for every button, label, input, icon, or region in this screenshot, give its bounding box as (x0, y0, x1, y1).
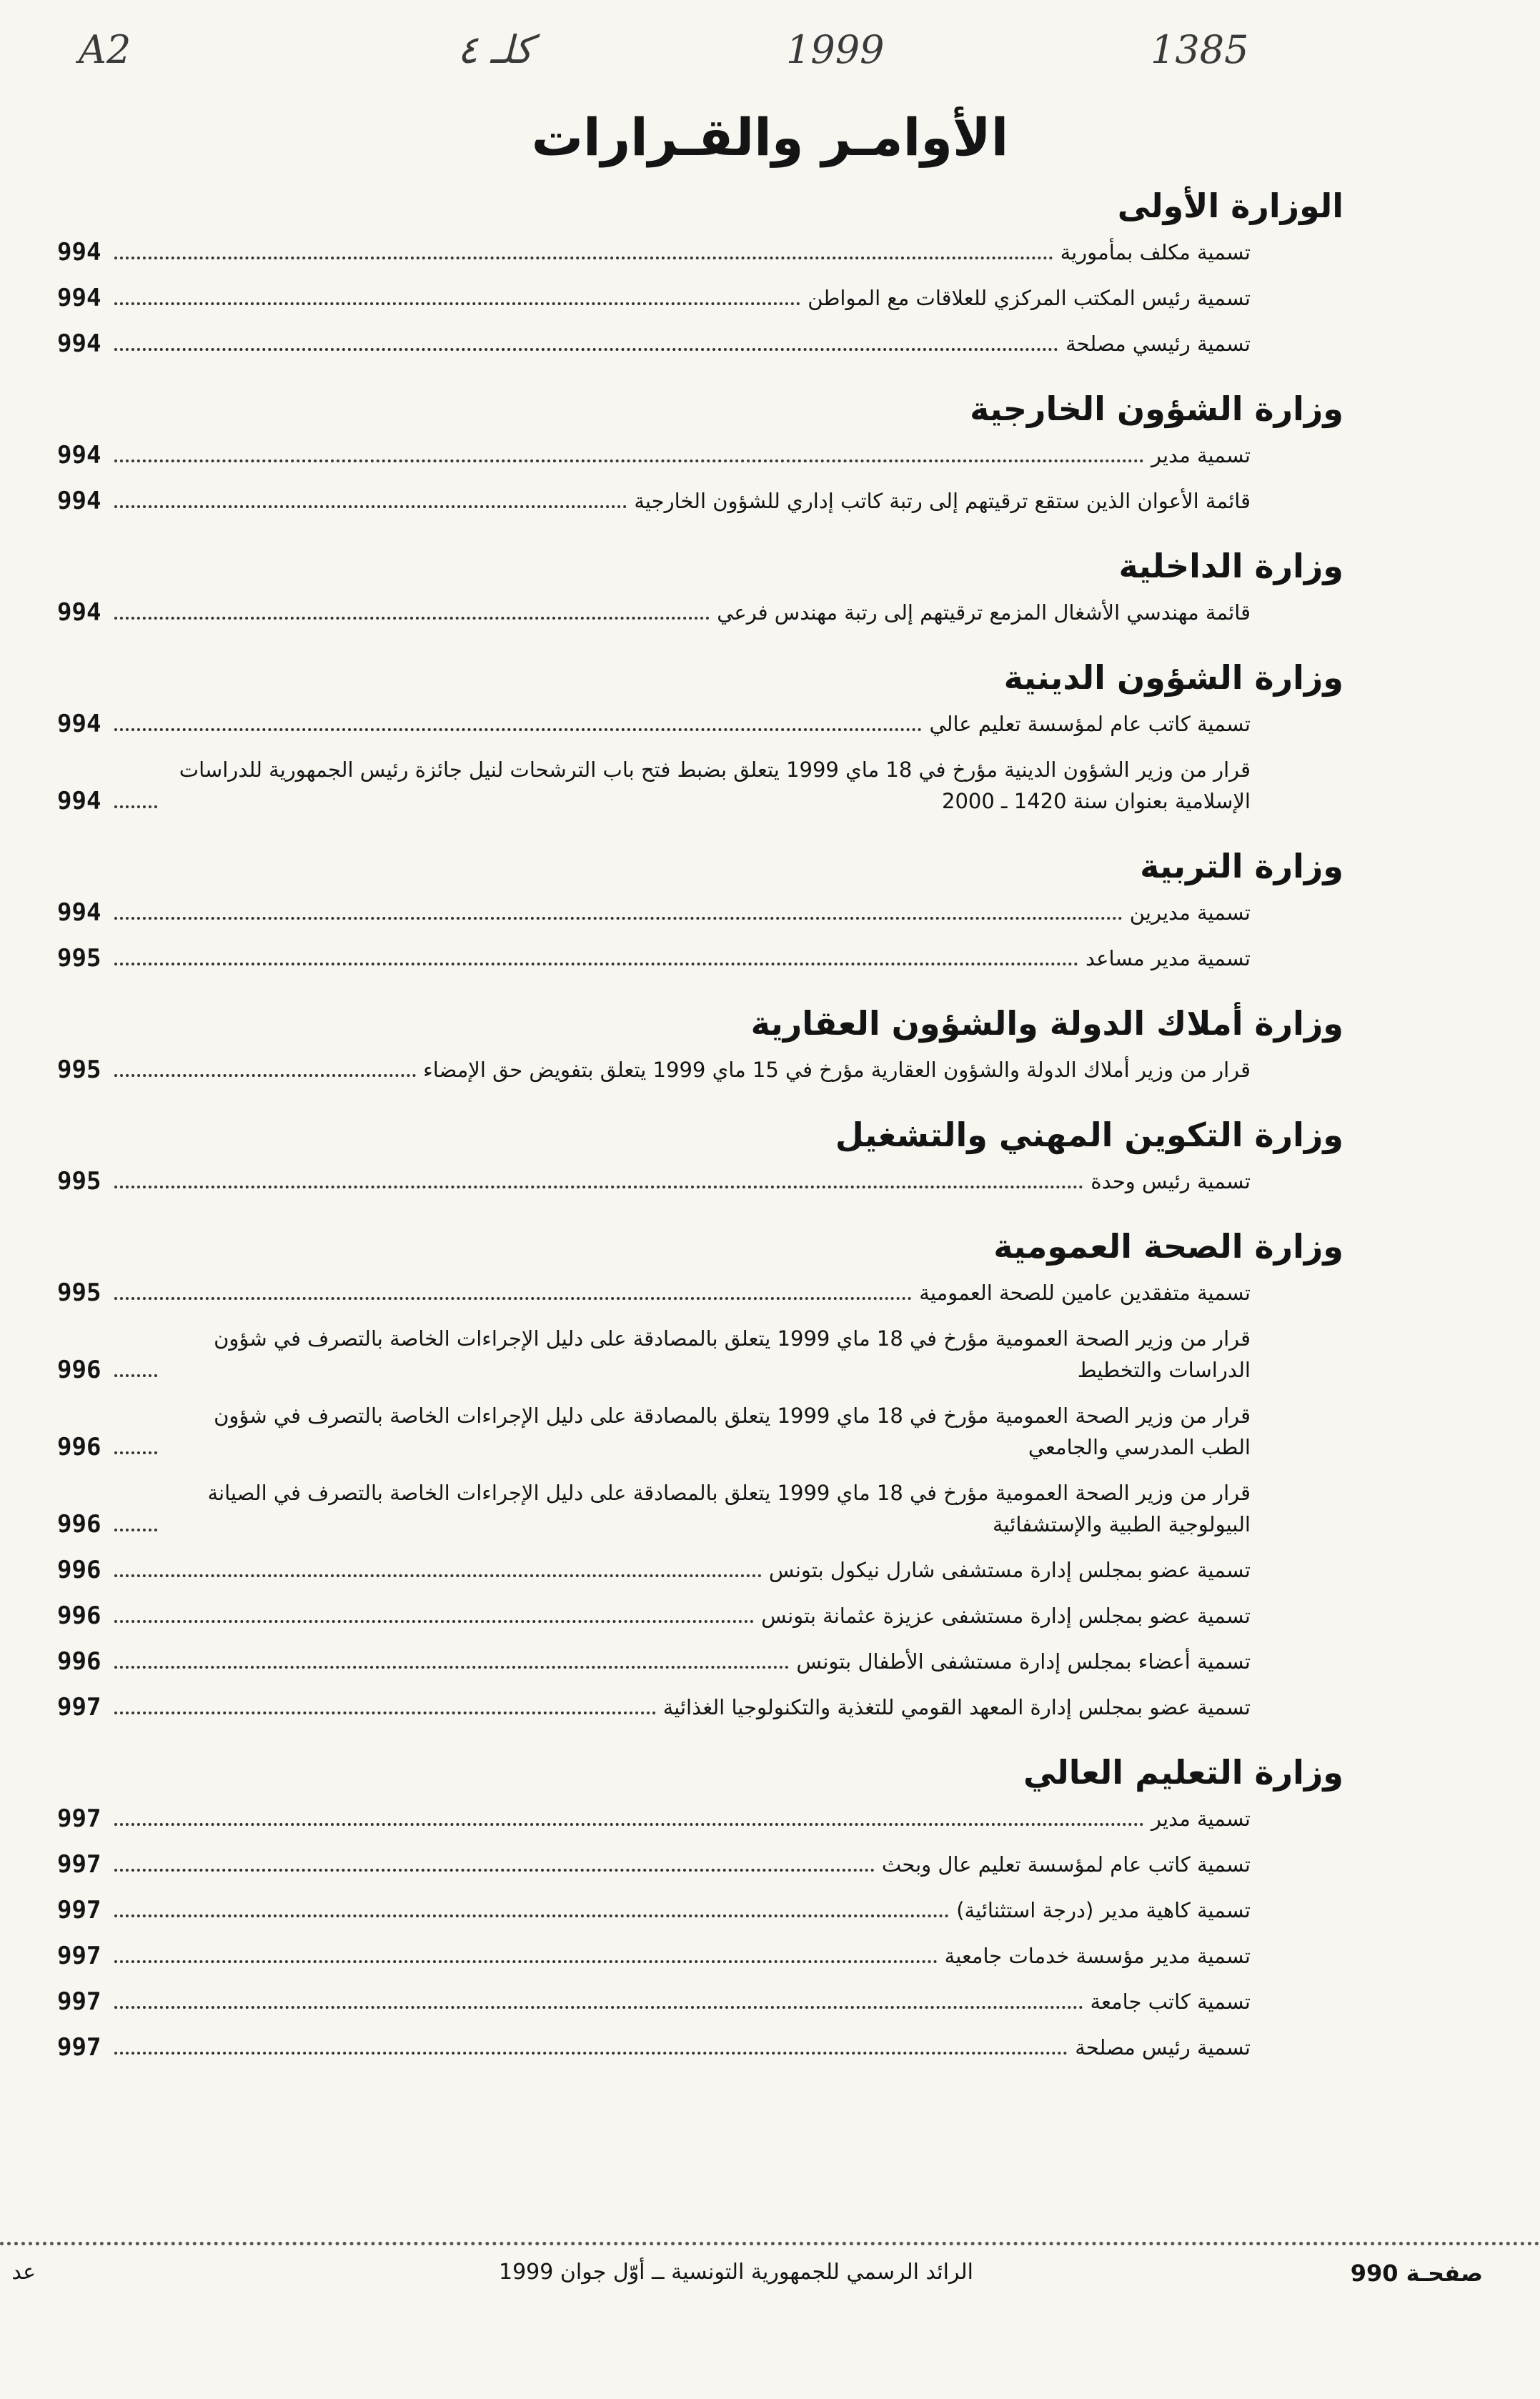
entry-page-number: 994 (57, 787, 101, 815)
entry-text: تسمية مدير مساعد (1085, 946, 1251, 970)
entry-page-number: 995 (57, 1167, 101, 1196)
entry-text: قرار من وزير أملاك الدولة والشؤون العقارية مؤرخ في 15 ماي 1999 يتعلق بتفويض حق الإمضاء (423, 1058, 1251, 1082)
entry-text: تسمية كاهية مدير (درجة استثنائية) (956, 1898, 1251, 1922)
dot-leader (114, 348, 1058, 351)
entry-text: تسمية كاتب جامعة (1090, 1990, 1251, 2014)
entry-text: تسمية كاتب عام لمؤسسة تعليم عال وبحث (881, 1852, 1251, 1877)
entry-page-number: 997 (57, 2033, 101, 2062)
toc-entry (57, 439, 1343, 471)
entry-page-number: 994 (57, 598, 101, 627)
toc-entry (57, 708, 1343, 740)
dot-leader (114, 2006, 1083, 2009)
toc-entry (57, 1646, 1343, 1677)
entry-text: تسمية كاتب عام لمؤسسة تعليم عالي (929, 712, 1251, 736)
entry-page-number: 996 (57, 1510, 101, 1539)
entry-text: تسمية مدير (1151, 443, 1251, 467)
dot-leader (114, 1823, 1144, 1826)
toc-entry (57, 1600, 1343, 1631)
dot-leader (114, 1620, 754, 1623)
dot-leader (114, 460, 1144, 462)
entry-page-number: 995 (57, 944, 101, 973)
entry-text: تسمية مديرين (1129, 900, 1251, 925)
toc-entry (57, 597, 1343, 628)
ministry-section (57, 1749, 1343, 2063)
entry-page-number: 996 (57, 1356, 101, 1384)
toc-entry (57, 943, 1343, 974)
ministry-section (57, 843, 1343, 974)
toc-entry (57, 1692, 1343, 1723)
entry-page-number: 995 (57, 1278, 101, 1307)
toc-entry (57, 897, 1343, 928)
toc-entry (57, 1554, 1343, 1586)
entry-text: تسمية مدير مؤسسة خدمات جامعية (944, 1944, 1251, 1968)
entry-text: قرار من وزير الصحة العمومية مؤرخ في 18 ماي 1999 يتعلق بالمصادقة على دليل الإجراءات الخاصة بالتصرف في شؤون الدراسات والتخطيط (214, 1326, 1251, 1382)
handwritten-note-year: 1999 (786, 27, 885, 72)
dot-leader (114, 963, 1078, 965)
entry-page-number: 997 (57, 1850, 101, 1879)
footer-divider (0, 2242, 1540, 2245)
entry-page-number: 996 (57, 1556, 101, 1584)
ministry-section (57, 654, 1343, 817)
entry-page-number: 997 (57, 1987, 101, 2016)
entry-text: تسمية مدير (1151, 1807, 1251, 1831)
ministry-title: وزارة الشؤون الدينية (1003, 658, 1343, 697)
entry-page-number: 997 (57, 1693, 101, 1722)
entry-text: تسمية عضو بمجلس إدارة مستشفى شارل نيكول بتونس (768, 1558, 1251, 1582)
dot-leader (114, 917, 1123, 920)
entry-page-number: 995 (57, 1056, 101, 1084)
entry-text: قائمة الأعوان الذين ستقع ترقيتهم إلى رتبة كاتب إداري للشؤون الخارجية (634, 489, 1251, 513)
entry-text: قرار من وزير الصحة العمومية مؤرخ في 18 ماي 1999 يتعلق بالمصادقة على دليل الإجراءات الخاصة بالتصرف في الصيانة البيولوجية الطبية والإستشفائية (207, 1481, 1251, 1536)
entry-page-number: 994 (57, 441, 101, 470)
dot-leader (114, 1374, 157, 1377)
toc-entry (57, 1803, 1343, 1834)
toc-entry (57, 1894, 1343, 1926)
entry-text: تسمية مكلف بمأمورية (1060, 240, 1251, 264)
dot-leader (114, 1186, 1083, 1188)
dot-leader (114, 1666, 789, 1669)
entry-page-number: 994 (57, 710, 101, 738)
toc-entry (57, 485, 1343, 517)
cut-edge-text: عد (11, 2260, 36, 2285)
dot-leader (114, 728, 922, 731)
ministry-title: وزارة الشؤون الخارجية (970, 389, 1343, 428)
entry-page-number: 997 (57, 1896, 101, 1924)
entry-text: قائمة مهندسي الأشغال المزمع ترقيتهم إلى رتبة مهندس فرعي (717, 600, 1251, 625)
entry-text: تسمية عضو بمجلس إدارة المعهد القومي للتغذية والتكنولوجيا الغذائية (662, 1695, 1251, 1719)
entry-text: تسمية رئيس المكتب المركزي للعلاقات مع المواطن (808, 286, 1251, 310)
entry-page-number: 994 (57, 284, 101, 312)
toc-entry (57, 2032, 1343, 2063)
ministry-section (57, 385, 1343, 517)
entry-page-number: 996 (57, 1647, 101, 1676)
entry-page-number: 996 (57, 1433, 101, 1461)
dot-leader (114, 1451, 157, 1454)
toc-entry (57, 1323, 1343, 1386)
ministry-title: وزارة التعليم العالي (1023, 1753, 1343, 1792)
dot-leader (114, 1074, 416, 1077)
entry-text: تسمية متفقدين عامين للصحة العمومية (919, 1281, 1251, 1305)
toc-entry (57, 754, 1343, 817)
dot-leader (114, 1869, 875, 1872)
entry-page-number: 994 (57, 898, 101, 927)
ministry-title: وزارة التكوين المهني والتشغيل (835, 1116, 1343, 1154)
gazette-footer: الرائد الرسمي للجمهورية التونسية ــ أوّل جوان 1999 (499, 2260, 973, 2285)
entry-page-number: 994 (57, 238, 101, 267)
ministry-section (57, 1223, 1343, 1723)
toc-entry (57, 282, 1343, 314)
toc-entry (57, 1166, 1343, 1197)
dot-leader (114, 2052, 1068, 2055)
ministry-title: وزارة أملاك الدولة والشؤون العقارية (750, 1004, 1343, 1043)
entry-page-number: 994 (57, 329, 101, 358)
table-of-contents (57, 182, 1343, 2077)
dot-leader (114, 302, 800, 305)
entry-text: تسمية رئيسي مصلحة (1065, 332, 1251, 356)
entry-page-number: 996 (57, 1601, 101, 1630)
dot-leader (114, 1529, 157, 1531)
handwritten-note-a2: A2 (79, 27, 131, 72)
toc-entry (57, 1849, 1343, 1880)
entry-text: تسمية أعضاء بمجلس إدارة مستشفى الأطفال بتونس (796, 1649, 1251, 1674)
dot-leader (114, 505, 627, 508)
toc-entry (57, 328, 1343, 359)
ministry-section (57, 1111, 1343, 1197)
ministry-title: وزارة الداخلية (1118, 547, 1343, 585)
toc-entry (57, 1940, 1343, 1972)
handwritten-note-issue: كلـ ٤ (457, 27, 533, 72)
dot-leader (114, 1297, 912, 1300)
entry-page-number: 997 (57, 1804, 101, 1833)
dot-leader (114, 805, 157, 808)
dot-leader (114, 257, 1053, 259)
entry-text: تسمية رئيس وحدة (1091, 1169, 1251, 1193)
toc-entry (57, 237, 1343, 268)
entry-text: قرار من وزير الشؤون الدينية مؤرخ في 18 ماي 1999 يتعلق بضبط فتح باب الترشحات لنيل جائزة رئيس الجمهورية للدراسات الإسلامية بعنوان سنة 1420 ـ 2000 (179, 758, 1251, 813)
entry-text: تسمية عضو بمجلس إدارة مستشفى عزيزة عثمانة بتونس (761, 1604, 1251, 1628)
toc-entry (57, 1477, 1343, 1540)
page-title: الأوامـر والقـرارات (531, 107, 1009, 167)
ministry-section (57, 1000, 1343, 1086)
ministry-title: وزارة التربية (1140, 847, 1343, 885)
toc-entry (57, 1054, 1343, 1086)
toc-entry (57, 1986, 1343, 2017)
entry-text: قرار من وزير الصحة العمومية مؤرخ في 18 ماي 1999 يتعلق بالمصادقة على دليل الإجراءات الخاصة بالتصرف في شؤون الطب المدرسي والجامعي (214, 1404, 1251, 1459)
dot-leader (114, 617, 710, 620)
entry-page-number: 997 (57, 1942, 101, 1970)
dot-leader (114, 1712, 656, 1714)
ministry-title: وزارة الصحة العمومية (993, 1227, 1343, 1266)
page-number: صفحـة 990 (1350, 2260, 1483, 2287)
handwritten-note-number: 1385 (1151, 27, 1249, 72)
ministry-section (57, 182, 1343, 359)
entry-text: تسمية رئيس مصلحة (1075, 2035, 1251, 2060)
dot-leader (114, 1574, 762, 1577)
toc-entry (57, 1400, 1343, 1463)
ministry-section (57, 542, 1343, 628)
dot-leader (114, 1914, 949, 1917)
toc-entry (57, 1277, 1343, 1308)
entry-page-number: 994 (57, 487, 101, 515)
ministry-title: الوزارة الأولى (1117, 187, 1343, 225)
dot-leader (114, 1960, 938, 1963)
